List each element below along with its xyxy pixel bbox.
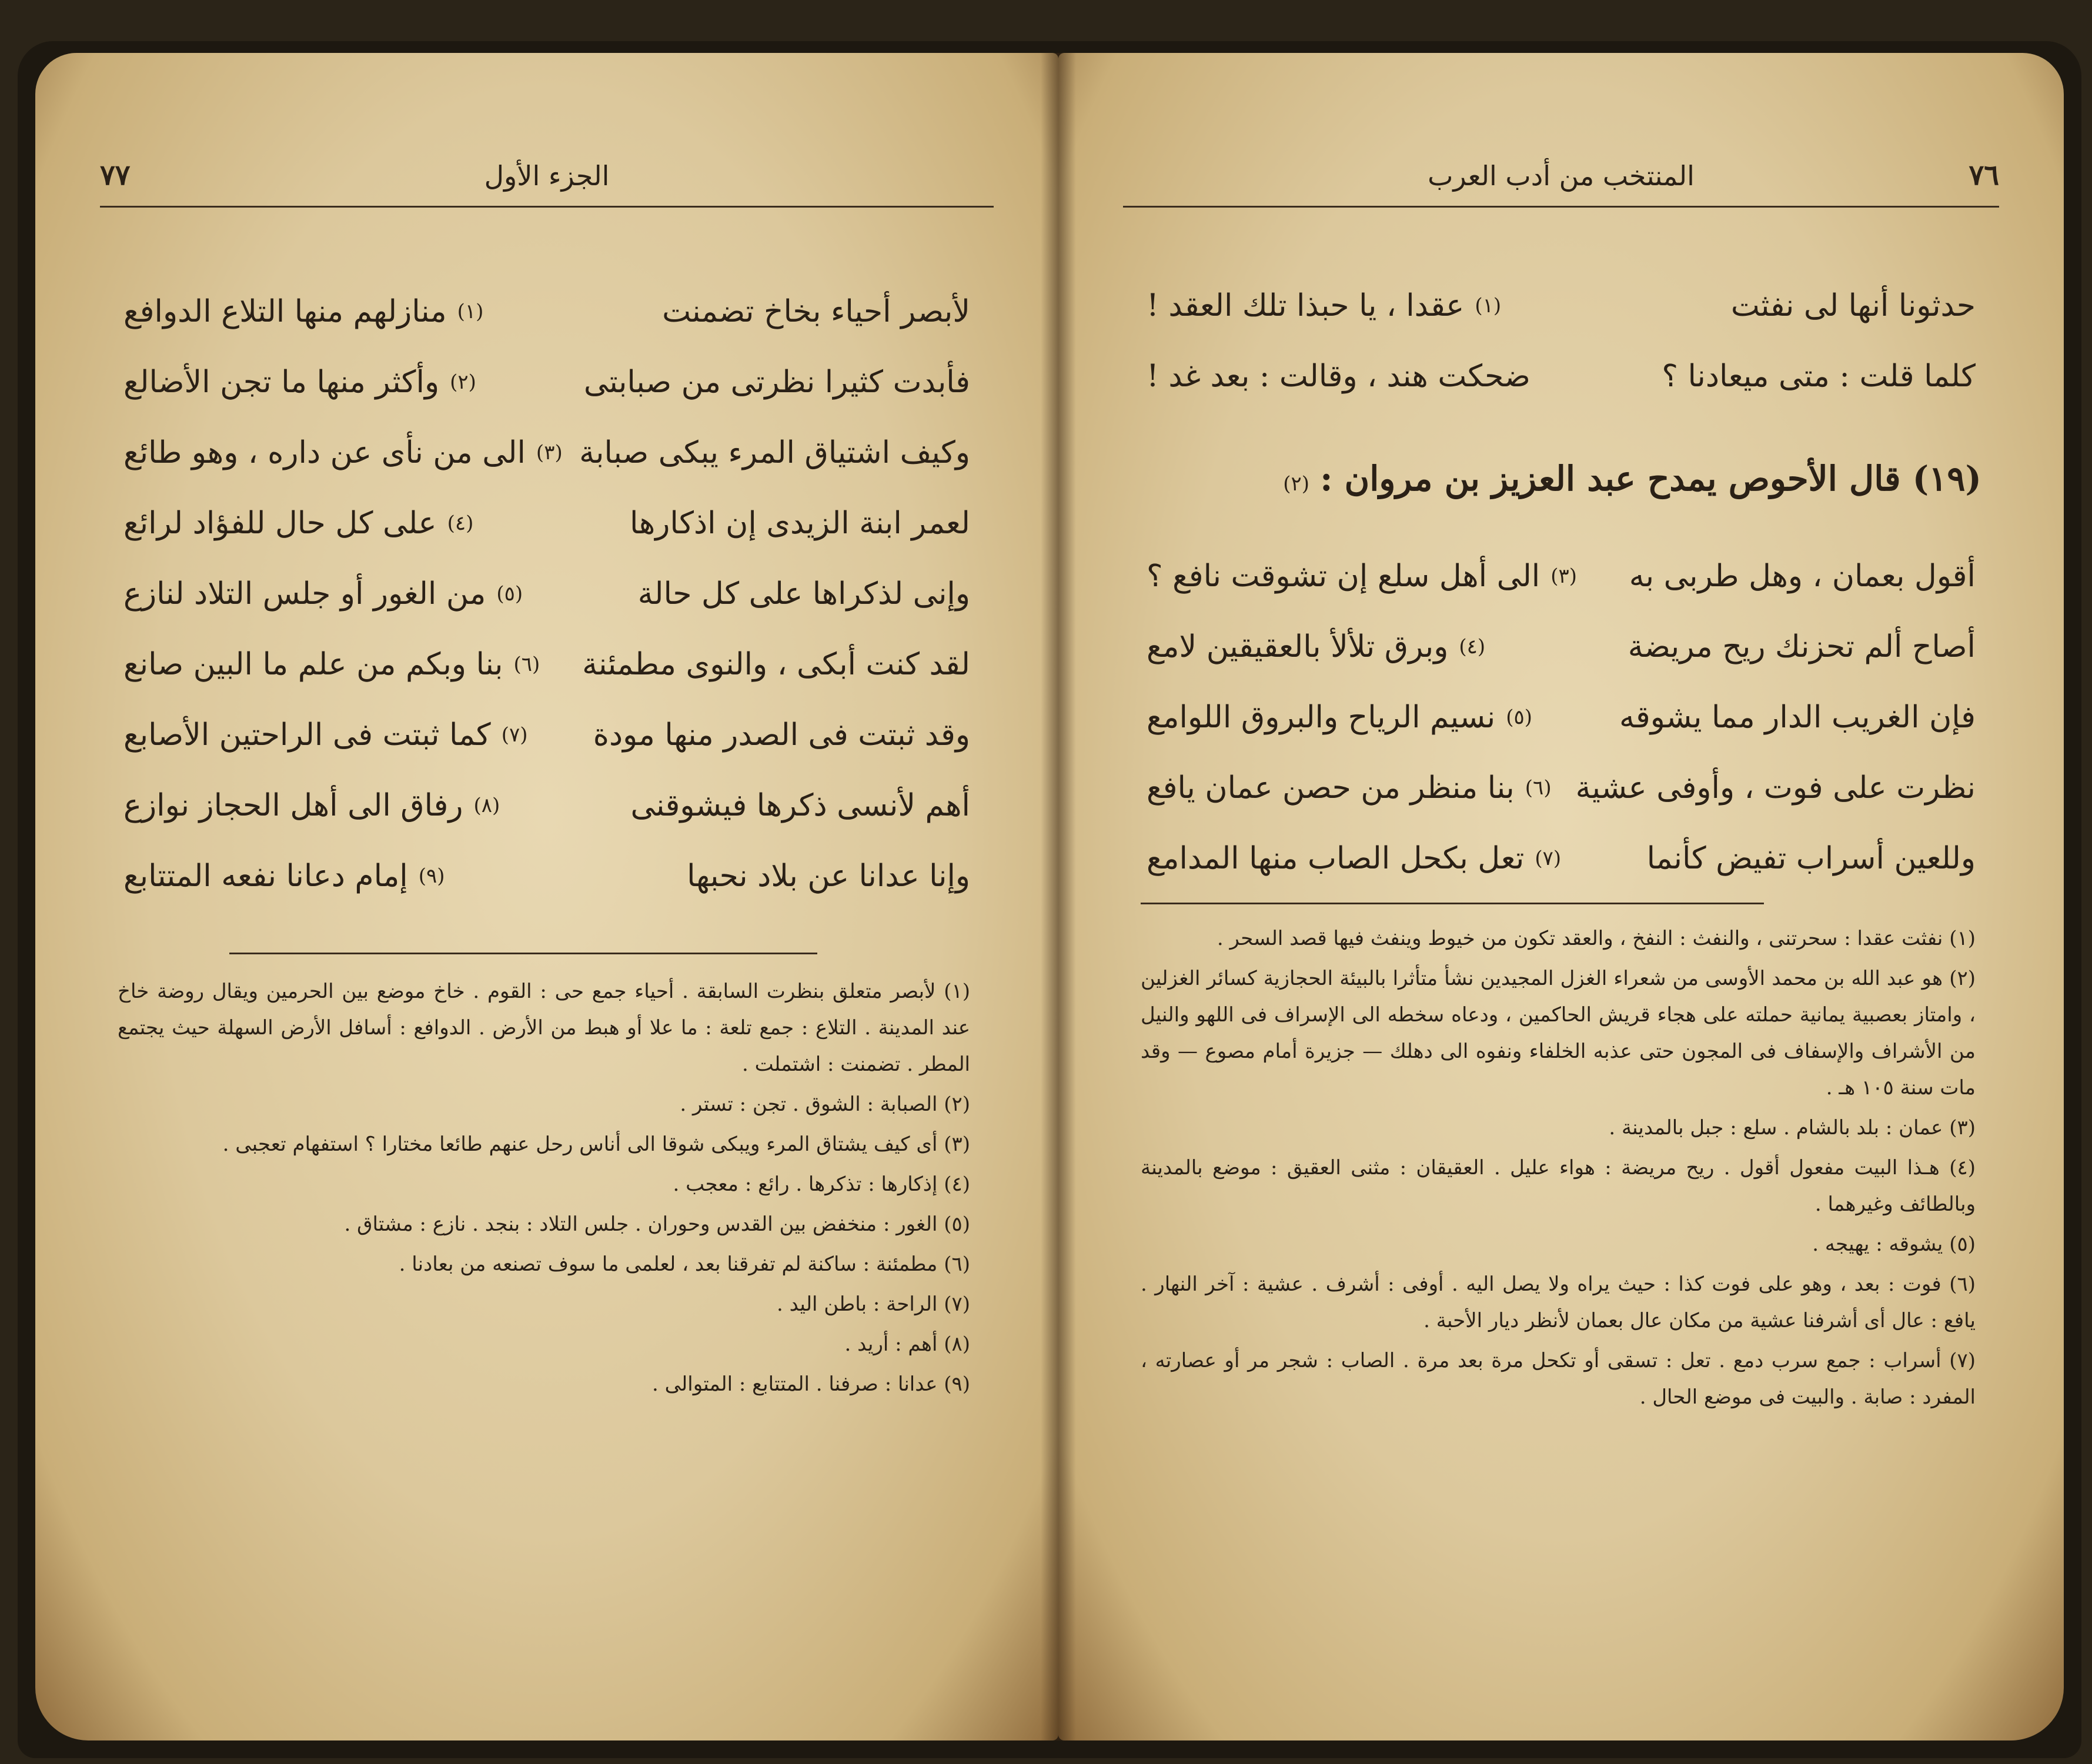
footnote-ref: (٢) [1283,472,1310,496]
footnote: (١) لأبصر متعلق بنظرت السابقة . أحياء جمع حى : القوم . خاخ موضع بين الحرمين ويقال روضة خاخ عند المدينة . التلاع : جمع تلعة : ما علا أو هبط من الأرض . الدوافع : أسافل الأرض السهلة حيث يجتمع المطر . تضمنت : اشتملت . [118,980,970,1076]
footnote-ref: (٨) [473,794,500,817]
footnote-ref: (٤) [1459,635,1486,659]
footnote-ref: (٤) [447,512,474,535]
page-number: ٧٧ [100,159,131,192]
footnote: (٦) فوت : بعد ، وهو على فوت كذا : حيث يراه ولا يصل اليه . أوفى : أشرف . عشية : آخر النهار . يافع : عال أى أشرفنا عشية من مكان عال بعمان لأنظر ديار الأحبة . [1141,1272,1976,1332]
verse-first-hemistich: لعمر ابنة الزيدى إن اذكارها [630,506,970,541]
hemistich-text: إمام دعانا نفعه المتتابع [123,858,408,894]
verse-second-hemistich [1147,629,1536,664]
hemistich-text: تعل بكحل الصاب منها المدامع [1147,841,1525,876]
footnote-ref: (٢) [450,370,476,394]
verse-first-hemistich: وإنا عدانا عن بلاد نحبها [687,858,970,894]
verse-block [1147,541,1976,894]
right-page [1058,53,2064,1740]
verse-second-hemistich [1147,841,1562,876]
footnote: (٧) أسراب : جمع سرب دمع . تعل : تسقى أو تكحل مرة بعد مرة . الصاب : شجر مر أو عصارته ، المفرد : صابة . والبيت فى موضع الحال . [1141,1349,1976,1409]
verse-first-hemistich: وقد ثبتت فى الصدر منها مودة [593,717,970,753]
hemistich-text: بنا وبكم من علم ما البين صانع [123,647,503,682]
verse-row [123,276,970,347]
footnote: (٢) هو عبد الله بن محمد الأوسى من شعراء الغزل المجيدين نشأ متأثرا بالبيئة الحجازية كسائر الغزلين ، وامتاز بعصبية يمانية حملته على هجاء قريش الحاكمين ، ودعاه سخطه الى الإسراف فى اللهو والنيل من الأشراف والإسفاف فى المجون حتى عذبه الخلفاء ونفوه الى دهلك — جزيرة أمام مصوع — وقد مات سنة ١٠٥ هـ . [1141,967,1976,1100]
right-page-header [1123,141,1999,208]
verse-row [123,559,970,629]
verse-second-hemistich [123,717,528,753]
page-number: ٧٦ [1969,159,1999,192]
footnote: (٩) عدانا : صرفنا . المتتابع : المتوالى . [651,1372,970,1396]
verse-second-hemistich [123,858,522,894]
footnote-ref: (٥) [496,582,523,606]
left-page-header [100,141,994,208]
footnote: (٣) أى كيف يشتاق المرء ويبكى شوقا الى أناس رحل عنهم طائعا مختارا ؟ استفهام تعجبى . [222,1132,970,1156]
verse-first-hemistich: وللعين أسراب تفيض كأنما [1646,841,1976,876]
verse-second-hemistich [1147,559,1578,594]
verse-second-hemistich [123,788,522,823]
running-title: الجزء الأول [484,160,610,192]
verse-second-hemistich [1147,700,1536,735]
verse-first-hemistich: كلما قلت : متى ميعادنا ؟ [1662,359,1976,394]
verse-second-hemistich [1147,359,1536,394]
verse-block-top [1147,270,1976,412]
verse-second-hemistich [123,365,522,400]
verse-first-hemistich: أصاح ألم تحزنك ريح مريضة [1628,629,1976,664]
verse-second-hemistich [1147,288,1536,323]
verse-first-hemistich: نظرت على فوت ، وأوفى عشية [1575,770,1976,806]
footnote-ref: (١) [457,300,484,323]
footnote-ref: (٦) [513,653,540,676]
footnote-ref: (٩) [418,864,445,888]
verse-row [1147,682,1976,753]
section-heading [1152,459,1981,499]
verse-row [123,700,970,770]
hemistich-text: الى أهل سلع إن تشوقت نافع ؟ [1147,559,1540,594]
verse-second-hemistich [1147,770,1552,806]
hemistich-text: كما ثبتت فى الراحتين الأصابع [123,717,491,753]
hemistich-text: وبرق تلألأ بالعقيقين لامع [1147,629,1449,664]
verse-first-hemistich: فإن الغريب الدار مما يشوقه [1619,700,1976,735]
verse-block [123,276,970,911]
verse-row [1147,541,1976,612]
verse-row [123,488,970,559]
verse-row [1147,823,1976,894]
footnote-ref: (٦) [1525,776,1552,800]
footnote-divider [1141,903,1764,904]
verse-row [123,417,970,488]
hemistich-text: على كل حال للفؤاد لرائع [123,506,437,541]
verse-row [1147,612,1976,682]
hemistich-text: عقدا ، يا حبذا تلك العقد ! [1147,288,1465,323]
hemistich-text: منازلهم منها التلاع الدوافع [123,294,447,329]
verse-first-hemistich: لقد كنت أبكى ، والنوى مطمئنة [582,647,970,682]
footnote-ref: (٣) [536,441,563,465]
verse-first-hemistich: أهم لأنسى ذكرها فيشوقنى [630,788,970,823]
heading-text: (١٩) قال الأحوص يمدح عبد العزيز بن مروان : [1320,459,1981,499]
hemistich-text: نسيم الرياح والبروق اللوامع [1147,700,1496,735]
footnote-ref: (٧) [1535,847,1562,870]
footnote-ref: (٣) [1550,564,1578,588]
hemistich-text: ضحكت هند ، وقالت : بعد غد ! [1147,359,1530,394]
footnote: (١) نفثت عقدا : سحرتنى ، والنفث : النفخ ، والعقد تكون من خيوط وينفث فيها قصد السحر . [1217,927,1976,950]
footnote: (٤) إذكارها : تذكرها . رائع : معجب . [673,1172,970,1196]
footnote: (٥) الغور : منخفض بين القدس وحوران . جلس التلاد : بنجد . نازع : مشتاق . [344,1212,970,1236]
verse-second-hemistich [123,506,522,541]
verse-second-hemistich [123,294,522,329]
verse-first-hemistich: وإنى لذكراها على كل حالة [637,576,970,612]
verse-row [1147,270,1976,341]
running-title: المنتخب من أدب العرب [1428,160,1695,192]
verse-first-hemistich: لأبصر أحياء بخاخ تضمنت [662,294,970,329]
hemistich-text: من الغور أو جلس التلاد لنازع [123,576,486,612]
verse-second-hemistich [123,435,563,470]
footnote-ref: (٧) [501,723,528,747]
hemistich-text: بنا منظر من حصن عمان يافع [1147,770,1515,806]
footnote-divider [229,953,817,954]
verse-second-hemistich [123,576,522,612]
verse-row [123,629,970,700]
footnote: (٦) مطمئنة : ساكنة لم تفرقنا بعد ، لعلمى ما سوف تصنعه من بعادنا . [399,1252,970,1276]
verse-first-hemistich: فأبدت كثيرا نظرتى من صبابتى [583,365,970,400]
verse-row [123,347,970,417]
footnote: (٣) عمان : بلد بالشام . سلع : جبل بالمدينة . [1609,1116,1976,1140]
footnotes [118,973,970,1406]
verse-first-hemistich: وكيف اشتياق المرء يبكى صبابة [579,435,970,470]
verse-first-hemistich: حدثونا أنها لى نفثت [1730,288,1976,323]
left-page [35,53,1058,1740]
verse-row [123,841,970,911]
footnote: (٤) هـذا البيت مفعول أقول . ريح مريضة : هواء عليل . العقيقان : مثنى العقيق : موضع بالمدينة وبالطائف وغيرهما . [1141,1156,1976,1216]
verse-row [123,770,970,841]
footnote-ref: (٥) [1506,706,1532,729]
verse-row [1147,341,1976,412]
footnote: (٨) أهم : أريد . [844,1332,970,1356]
verse-row [1147,753,1976,823]
footnote: (٧) الراحة : باطن اليد . [776,1292,970,1316]
footnote: (٥) يشوقه : يهيجه . [1812,1232,1976,1256]
verse-first-hemistich: أقول بعمان ، وهل طربى به [1629,559,1976,594]
footnotes [1141,920,1976,1419]
footnote: (٢) الصبابة : الشوق . تجن : تستر . [680,1093,970,1116]
open-book [18,41,2081,1758]
footnote-ref: (١) [1475,294,1502,318]
hemistich-text: الى من نأى عن داره ، وهو طائع [123,435,526,470]
hemistich-text: وأكثر منها ما تجن الأضالع [123,365,440,400]
hemistich-text: رفاق الى أهل الحجاز نوازع [123,788,463,823]
verse-second-hemistich [123,647,540,682]
